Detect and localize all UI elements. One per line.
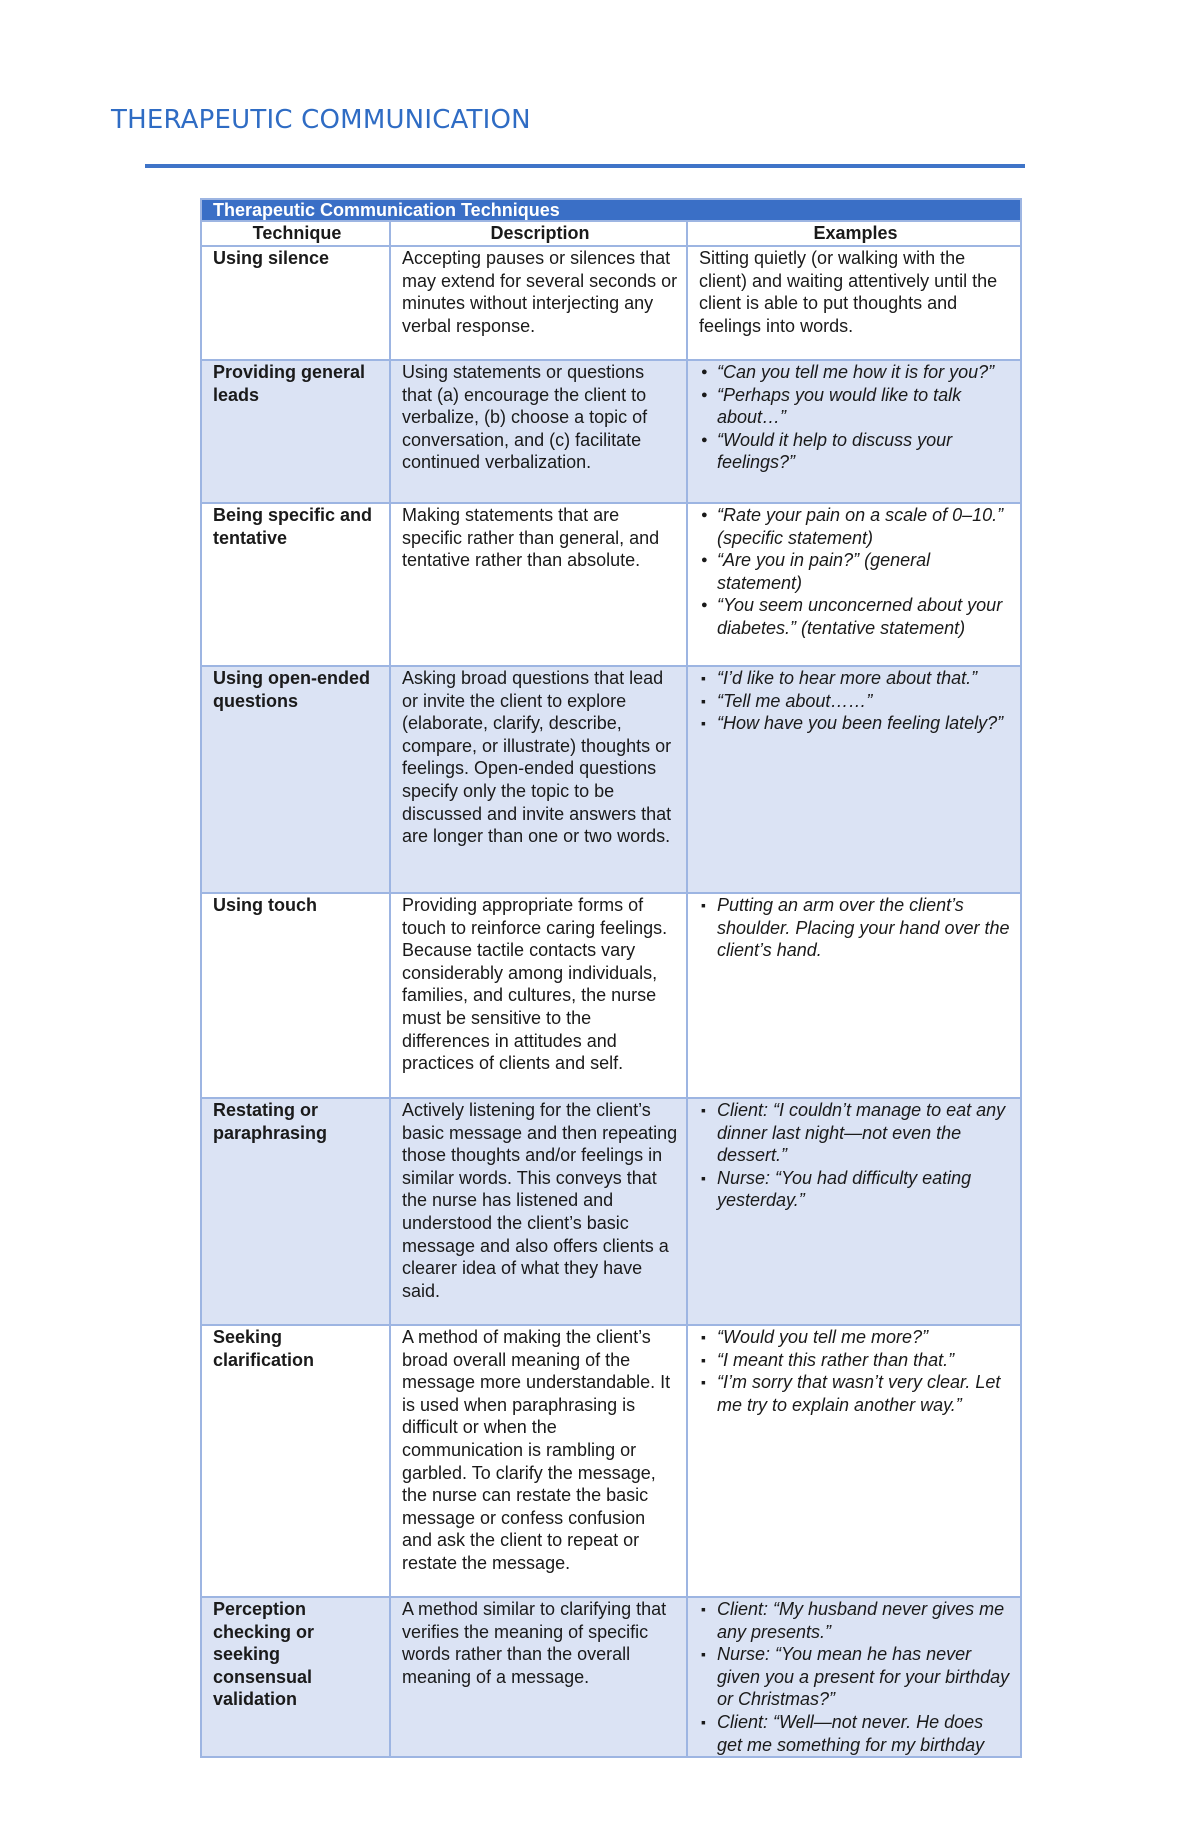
- example-item: ● “Rate your pain on a scale of 0–10.” (specific statement): [699, 504, 1012, 549]
- description-cell: Accepting pauses or silences that may extend for several seconds or minutes without interjecting any verbal response.: [390, 246, 687, 360]
- table-row: [201, 360, 1021, 503]
- examples-cell: [687, 893, 1021, 1098]
- technique-cell: Using open-ended questions: [201, 666, 390, 893]
- technique-cell: Perception checking or seeking consensual validation: [201, 1597, 390, 1757]
- example-item: ▪ Putting an arm over the client’s shoulder. Placing your hand over the client’s hand.: [699, 894, 1012, 962]
- technique-cell: Being specific and tentative: [201, 503, 390, 666]
- examples-cell: [687, 1325, 1021, 1597]
- example-item: ▪ “How have you been feeling lately?”: [699, 712, 1012, 735]
- examples-cell: [687, 1597, 1021, 1757]
- technique-cell: Providing general leads: [201, 360, 390, 503]
- description-cell: Using statements or questions that (a) encourage the client to verbalize, (b) choose a topic of conversation, and (c) facilitate continued verbalization.: [390, 360, 687, 503]
- description-cell: Asking broad questions that lead or invite the client to explore (elaborate, clarify, describe, compare, or illustrate) thoughts or feelings. Open-ended questions specify only the topic to be discussed and invite answers that are longer than one or two words.: [390, 666, 687, 893]
- technique-cell: Using touch: [201, 893, 390, 1098]
- examples-cell: [687, 666, 1021, 893]
- table-row: [201, 246, 1021, 360]
- example-item: ▪ Client: “My husband never gives me any presents.”: [699, 1598, 1012, 1643]
- column-header-examples: Examples: [687, 221, 1021, 246]
- title-divider: [145, 164, 1025, 168]
- example-item: ▪ Nurse: “You mean he has never given you a present for your birthday or Christmas?”: [699, 1643, 1012, 1711]
- document-title: THERAPEUTIC COMMUNICATION: [111, 105, 531, 136]
- description-cell: Actively listening for the client’s basic message and then repeating those thoughts and/or feelings in similar words. This conveys that the nurse has listened and understood the client’s basic message and also offers clients a clearer idea of what they have said.: [390, 1098, 687, 1325]
- technique-cell: Using silence: [201, 246, 390, 360]
- table-row: [201, 1098, 1021, 1325]
- example-item: ▪ “Would you tell me more?”: [699, 1326, 1012, 1349]
- column-header-technique: Technique: [201, 221, 390, 246]
- example-item: ● “Are you in pain?” (general statement): [699, 549, 1012, 594]
- example-item: ▪ “I’m sorry that wasn’t very clear. Let me try to explain another way.”: [699, 1371, 1012, 1416]
- example-item: ● “Would it help to discuss your feelings?”: [699, 429, 1012, 474]
- example-item: ▪ Nurse: “You had difficulty eating yesterday.”: [699, 1167, 1012, 1212]
- table-caption: Therapeutic Communication Techniques: [201, 199, 1021, 221]
- example-item: ● “Can you tell me how it is for you?”: [699, 361, 1012, 384]
- example-item: ▪ Client: “I couldn’t manage to eat any dinner last night—not even the dessert.”: [699, 1099, 1012, 1167]
- table-row: [201, 666, 1021, 893]
- techniques-table: [200, 198, 1022, 1758]
- examples-cell: Sitting quietly (or walking with the client) and waiting attentively until the client is able to put thoughts and feelings into words.: [687, 246, 1021, 360]
- example-item: ▪ “Tell me about……”: [699, 690, 1012, 713]
- table-row: [201, 1597, 1021, 1757]
- description-cell: A method of making the client’s broad overall meaning of the message more understandable. It is used when paraphrasing is difficult or when the communication is rambling or garbled. To clarify the message, the nurse can restate the basic message or confess confusion and ask the client to repeat or restate the message.: [390, 1325, 687, 1597]
- description-cell: Making statements that are specific rather than general, and tentative rather than absolute.: [390, 503, 687, 666]
- description-cell: Providing appropriate forms of touch to reinforce caring feelings. Because tactile contacts vary considerably among individuals, families, and cultures, the nurse must be sensitive to the differences in attitudes and practices of clients and self.: [390, 893, 687, 1098]
- example-item: ● “Perhaps you would like to talk about…”: [699, 384, 1012, 429]
- example-item: ▪ “I’d like to hear more about that.”: [699, 667, 1012, 690]
- table-row: [201, 893, 1021, 1098]
- example-item: ● “You seem unconcerned about your diabetes.” (tentative statement): [699, 594, 1012, 639]
- examples-cell: [687, 503, 1021, 666]
- example-item: ▪ “I meant this rather than that.”: [699, 1349, 1012, 1372]
- example-item: ▪ Client: “Well—not never. He does get me something for my birthday: [699, 1711, 1012, 1756]
- technique-cell: Seeking clarification: [201, 1325, 390, 1597]
- technique-cell: Restating or paraphrasing: [201, 1098, 390, 1325]
- examples-cell: [687, 360, 1021, 503]
- table-row: [201, 503, 1021, 666]
- table-row: [201, 1325, 1021, 1597]
- examples-cell: [687, 1098, 1021, 1325]
- column-header-description: Description: [390, 221, 687, 246]
- description-cell: A method similar to clarifying that verifies the meaning of specific words rather than the overall meaning of a message.: [390, 1597, 687, 1757]
